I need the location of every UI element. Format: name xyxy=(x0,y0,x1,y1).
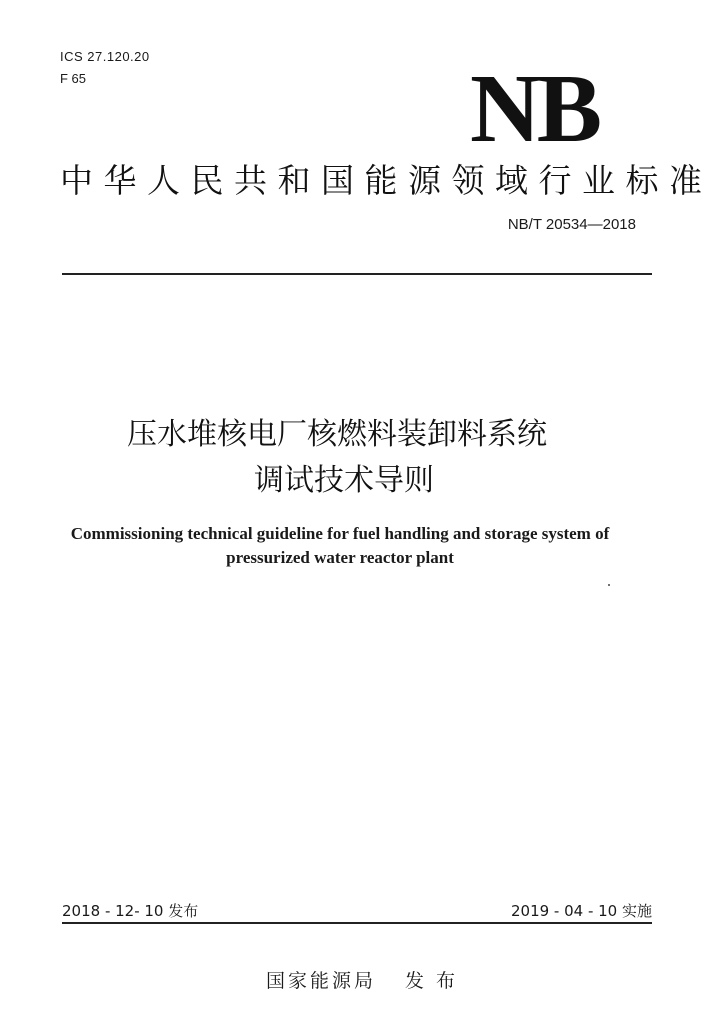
publisher-name: 国家能源局 xyxy=(265,970,376,992)
publisher-line xyxy=(0,966,724,993)
title-zh-line2: 调试技术导则 xyxy=(254,463,434,498)
header-divider xyxy=(62,273,652,275)
nb-logo: NB xyxy=(470,55,599,163)
scan-speck xyxy=(608,584,610,586)
issue-date: 2018 - 12- 10 发布 xyxy=(62,902,199,920)
title-en-line1: Commissioning technical guideline for fuel handling and storage system of xyxy=(70,524,610,543)
standard-organization: 中华人民共和国能源领域行业标准 xyxy=(60,161,713,200)
title-zh-line1: 压水堆核电厂核燃料装卸料系统 xyxy=(127,417,547,452)
footer-divider xyxy=(62,922,652,924)
implementation-date: 2019 - 04 - 10 实施 xyxy=(510,902,652,920)
ics-code: ICS 27.120.20 xyxy=(60,49,150,64)
standard-number: NB/T 20534—2018 xyxy=(507,216,636,233)
classification-code: F 65 xyxy=(60,71,87,86)
publish-label: 发 布 xyxy=(405,970,459,992)
title-en-line2: pressurized water reactor plant xyxy=(226,548,454,567)
